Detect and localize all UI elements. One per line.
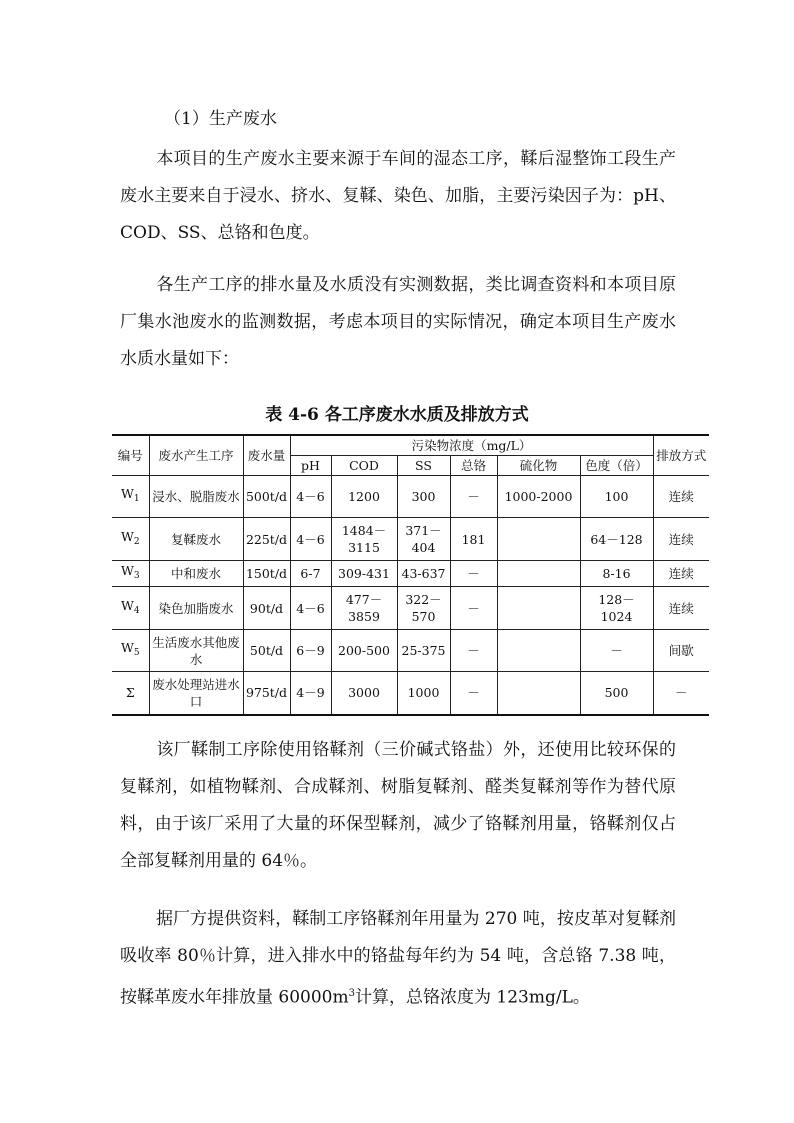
cell-cod: 200-500	[331, 630, 397, 672]
cell-id: $W_4$	[112, 587, 149, 630]
cell-cod: 477－3859	[331, 587, 397, 630]
cell-ss: 1000	[397, 672, 450, 715]
cell-source: 废水处理站进水口	[149, 672, 243, 715]
cell-cod: 3000	[331, 672, 397, 715]
cell-discharge: 连续	[653, 518, 709, 561]
table-row	[112, 518, 709, 561]
paragraph-wastewater-source	[120, 141, 676, 252]
cell-color: 500	[580, 672, 653, 715]
cell-color: 64－128	[580, 518, 653, 561]
cell-volume: 50t/d	[243, 630, 290, 672]
cell-volume: 225t/d	[243, 518, 290, 561]
cell-ph: 4－9	[290, 672, 331, 715]
paragraph-text: 本项目的生产废水主要来源于车间的湿态工序，鞣后湿整饰工段生产废水主要来自于浸水、挤水、复鞣、染色、加脂，主要污染因子为：pH、COD、SS、总铬和色度。	[120, 149, 676, 243]
cell-discharge: 连续	[653, 561, 709, 587]
cell-source: 中和废水	[149, 561, 243, 587]
table-caption: 表 4-6 各工序废水水质及排放方式	[265, 405, 529, 425]
paragraph-chromium-calculation	[120, 901, 676, 1017]
header-discharge: 排放方式	[653, 435, 709, 476]
cell-cod: 1484－3115	[331, 518, 397, 561]
cell-sulfide	[497, 587, 580, 630]
cell-cr: －	[450, 587, 497, 630]
cell-color: 100	[580, 476, 653, 518]
paragraph-text: 计算，总铬浓度为 123mg/L。	[354, 987, 590, 1008]
header-pollutant-group: 污染物浓度（mg/L）	[290, 435, 653, 456]
cell-ss: 322－570	[397, 587, 450, 630]
paragraph-text: 各生产工序的排水量及水质没有实测数据，类比调查资料和本项目原厂集水池废水的监测数据，考虑本项目的实际情况，确定本项目生产废水水质水量如下：	[120, 275, 676, 369]
header-ph: pH	[290, 456, 331, 476]
header-source: 废水产生工序	[149, 435, 243, 476]
header-cr: 总铬	[450, 456, 497, 476]
cell-source: 染色加脂废水	[149, 587, 243, 630]
cell-volume: 500t/d	[243, 476, 290, 518]
cell-cr: －	[450, 476, 497, 518]
cell-discharge: 间歇	[653, 630, 709, 672]
cell-cod: 309-431	[331, 561, 397, 587]
cell-ph: 6-7	[290, 561, 331, 587]
cell-volume: 975t/d	[243, 672, 290, 715]
table-row	[112, 587, 709, 630]
cell-sulfide	[497, 561, 580, 587]
cell-cr: －	[450, 630, 497, 672]
cell-color: 8-16	[580, 561, 653, 587]
cell-discharge: 连续	[653, 587, 709, 630]
cell-cr: 181	[450, 518, 497, 561]
cell-cr: －	[450, 672, 497, 715]
cell-id: Σ	[112, 672, 149, 715]
cell-cr: －	[450, 561, 497, 587]
cell-source: 浸水、脱脂废水	[149, 476, 243, 518]
cell-sulfide	[497, 630, 580, 672]
wastewater-quality-table	[112, 434, 709, 716]
table-row	[112, 630, 709, 672]
cell-sulfide: 1000-2000	[497, 476, 580, 518]
header-volume: 废水量	[243, 435, 290, 476]
header-sulfide: 硫化物	[497, 456, 580, 476]
paragraph-text: 据厂方提供资料，鞣制工序铬鞣剂年用量为 270 吨，按皮革对复鞣剂吸收率 80％计算，进入排水中的铬盐每年约为 54 吨，含总铬 7.38 吨，按鞣革废水年排放量 60000m	[120, 909, 676, 1008]
cell-volume: 90t/d	[243, 587, 290, 630]
cell-discharge: －	[653, 672, 709, 715]
paragraph-text: 该厂鞣制工序除使用铬鞣剂（三价碱式铬盐）外，还使用比较环保的复鞣剂，如植物鞣剂、合成鞣剂、树脂复鞣剂、醛类复鞣剂等作为替代原料，由于该厂采用了大量的环保型鞣剂，减少了铬鞣剂用量，铬鞣剂仅占全部复鞣剂用量的 64％。	[120, 740, 676, 871]
table-row	[112, 561, 709, 587]
cell-volume: 150t/d	[243, 561, 290, 587]
cell-ph: 4－6	[290, 587, 331, 630]
cell-ss: 371－404	[397, 518, 450, 561]
header-cod: COD	[331, 456, 397, 476]
cell-source: 生活废水其他废水	[149, 630, 243, 672]
cell-ph: 4－6	[290, 518, 331, 561]
paragraph-data-basis	[120, 267, 676, 378]
cell-ph: 6－9	[290, 630, 331, 672]
cell-ss: 300	[397, 476, 450, 518]
cell-discharge: 连续	[653, 476, 709, 518]
cell-id: $W_2$	[112, 518, 149, 561]
cell-color: 128－1024	[580, 587, 653, 630]
table-header-row	[112, 435, 709, 456]
cell-id: $W_3$	[112, 561, 149, 587]
cell-ss: 43-637	[397, 561, 450, 587]
header-ss: SS	[397, 456, 450, 476]
cell-color: －	[580, 630, 653, 672]
cell-cod: 1200	[331, 476, 397, 518]
section-heading: （1）生产废水	[164, 109, 277, 129]
superscript-exponent: 3	[348, 988, 355, 999]
header-id: 编号	[112, 435, 149, 476]
cell-id: $W_5$	[112, 630, 149, 672]
cell-ss: 25-375	[397, 630, 450, 672]
table-row	[112, 476, 709, 518]
cell-ph: 4－6	[290, 476, 331, 518]
header-color: 色度（倍）	[580, 456, 653, 476]
cell-source: 复鞣废水	[149, 518, 243, 561]
table-row-total	[112, 672, 709, 715]
cell-sulfide	[497, 518, 580, 561]
cell-id: $W_1$	[112, 476, 149, 518]
cell-sulfide	[497, 672, 580, 715]
paragraph-tanning-agents	[120, 732, 676, 880]
